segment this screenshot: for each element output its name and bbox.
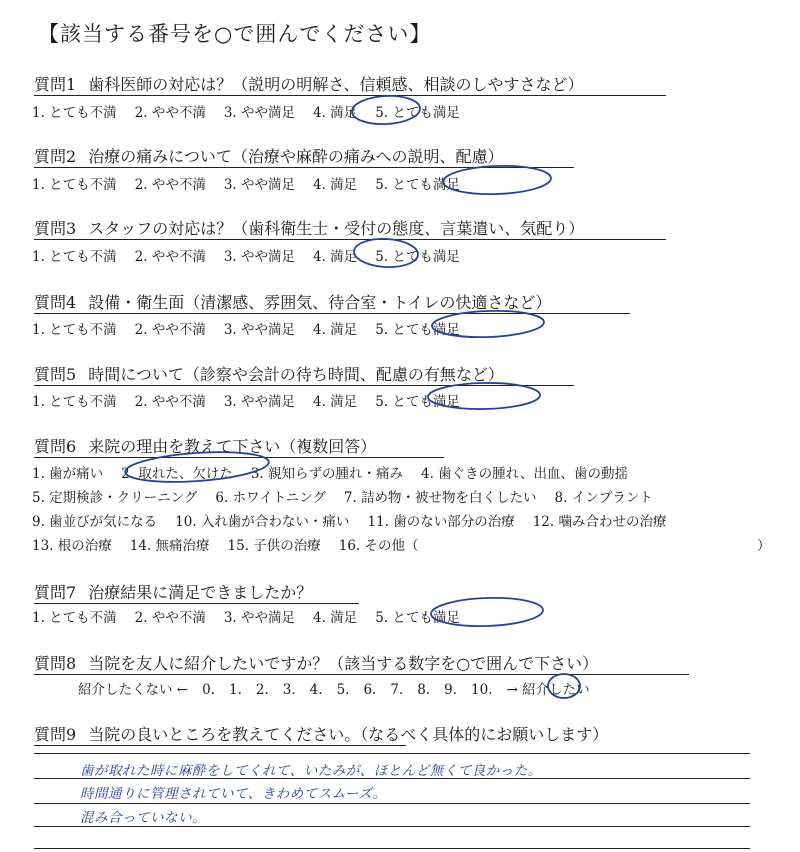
question-8-number: 質問8 [34,654,77,673]
question-7-text: 治療結果に満足できましたか？ [88,583,313,602]
scale-5[interactable]: 5. [336,682,350,698]
q4-option-1[interactable]: 1. とても不満 [32,322,117,338]
q6-option-5[interactable]: 5. 定期検診・クリーニング [32,490,198,506]
q5-option-5[interactable]: 5. とても満足 [375,394,460,410]
scale-left-label: 紹介したくない ← [78,682,189,698]
q1-option-2[interactable]: 2. やや不満 [134,105,206,121]
q5-circle-mark [428,382,540,410]
q1-circle-mark [351,94,420,126]
q6-option-13[interactable]: 13. 根の治療 [32,538,112,554]
question-4-number: 質問4 [34,293,77,312]
q2-option-5[interactable]: 5. とても満足 [375,177,460,193]
q1-option-3[interactable]: 3. やや満足 [223,105,296,121]
q5-option-1[interactable]: 1. とても不満 [32,394,117,410]
q7-option-2[interactable]: 2. やや不満 [134,610,206,626]
question-6-text: 来院の理由を教えて下さい（複数回答） [88,437,377,456]
question-5-text: 時間について（診察や会計の待ち時間、配慮の有無など） [88,365,504,384]
q4-circle-mark [432,309,545,339]
scale-7[interactable]: 7. [390,682,404,698]
q6-option-15[interactable]: 15. 子供の治療 [227,538,321,554]
q7-option-4[interactable]: 4. 満足 [313,610,358,626]
q5-option-4[interactable]: 4. 満足 [313,394,358,410]
q4-option-4[interactable]: 4. 満足 [313,322,358,338]
q6-other-close-paren: ） [757,538,771,554]
q4-option-2[interactable]: 2. やや不満 [134,322,206,338]
q6-option-12[interactable]: 12. 噛み合わせの治療 [532,514,667,530]
q4-option-5[interactable]: 5. とても満足 [375,322,460,338]
q3-option-1[interactable]: 1. とても不満 [32,249,117,265]
q7-circle-mark [431,596,544,628]
scale-6[interactable]: 6. [363,682,377,698]
handwritten-answer-2: 時間通りに管理されていて、きわめてスムーズ。 [80,786,387,802]
q2-option-3[interactable]: 3. やや満足 [223,177,296,193]
q6-option-14[interactable]: 14. 無痛治療 [129,538,210,554]
q6-option-1[interactable]: 1. 歯が痛い [32,466,104,482]
q6-option-11[interactable]: 11. 歯のない部分の治療 [367,514,515,530]
q5-option-2[interactable]: 2. やや不満 [134,394,206,410]
q3-option-3[interactable]: 3. やや満足 [223,249,296,265]
q7-option-1[interactable]: 1. とても不満 [32,610,117,626]
q6-option-8[interactable]: 8. インプラント [554,490,653,506]
q3-option-4[interactable]: 4. 満足 [313,249,358,265]
question-1-text: 歯科医師の対応は？（説明の明解さ、信頼感、相談のしやすさなど） [88,75,584,94]
scale-2[interactable]: 2. [255,682,269,698]
scale-3[interactable]: 3. [282,682,296,698]
question-8-text: 当院を友人に紹介したいですか？（該当する数字を○で囲んで下さい） [88,654,599,673]
q6-option-9[interactable]: 9. 歯並びが気になる [32,514,158,530]
question-3-text: スタッフの対応は？（歯科衛生士・受付の態度、言葉遣い、気配り） [88,219,585,238]
question-3-number: 質問3 [34,219,77,238]
handwritten-answer-3: 混み合っていない。 [80,810,206,826]
scale-1[interactable]: 1. [229,682,242,698]
q8-circle-mark [548,674,580,698]
q5-option-3[interactable]: 3. やや満足 [223,394,296,410]
question-2-number: 質問2 [34,147,77,166]
q3-circle-mark [353,237,418,268]
scale-0[interactable]: 0. [202,682,215,698]
question-4-text: 設備・衛生面（清潔感、雰囲気、待合室・トイレの快適さなど） [88,293,552,312]
q6-option-7[interactable]: 7. 詰め物・被せ物を白くしたい [343,490,537,506]
scale-8[interactable]: 8. [417,682,431,698]
q6-option-10[interactable]: 10. 入れ歯が合わない・痛い [175,514,350,530]
q6-option-3[interactable]: 3. 親知らずの腫れ・痛み [250,466,404,482]
question-5-number: 質問5 [34,365,77,384]
q6-circle-mark [124,448,270,486]
scale-right-label: → 紹介したい [506,682,590,698]
q1-option-5[interactable]: 5. とても満足 [375,105,460,121]
question-1-number: 質問1 [34,75,77,94]
q2-option-4[interactable]: 4. 満足 [313,177,358,193]
instruction-heading: 【該当する番号を○で囲んでください】 [38,22,432,46]
q1-option-1[interactable]: 1. とても不満 [32,105,117,121]
q6-option-6[interactable]: 6. ホワイトニング [215,490,326,506]
scale-9[interactable]: 9. [444,682,458,698]
q2-option-2[interactable]: 2. やや不満 [134,177,206,193]
question-9-number: 質問9 [34,725,77,744]
handwritten-answer-1: 歯が取れた時に麻酔をしてくれて、いたみが、ほとんど無くて良かった。 [80,763,542,779]
question-2-text: 治療の痛みについて（治療や麻酔の痛みへの説明、配慮） [88,147,504,166]
scale-4[interactable]: 4. [309,682,323,698]
q7-option-3[interactable]: 3. やや満足 [223,610,296,626]
q7-option-5[interactable]: 5. とても満足 [375,610,460,626]
question-7-number: 質問7 [34,583,77,602]
scale-10[interactable]: 10. [471,682,493,698]
q6-option-4[interactable]: 4. 歯ぐきの腫れ、出血、歯の動揺 [421,466,628,482]
q4-option-3[interactable]: 3. やや満足 [223,322,296,338]
q3-option-2[interactable]: 2. やや不満 [134,249,206,265]
q6-option-2[interactable]: 2. 取れた、欠けた [121,466,233,482]
q1-option-4[interactable]: 4. 満足 [313,105,358,121]
q6-option-16[interactable]: 16. その他（ [338,538,419,554]
q2-option-1[interactable]: 1. とても不満 [32,177,117,193]
question-6-number: 質問6 [34,437,77,456]
question-9-text: 当院の良いところを教えてください。（なるべく具体的にお願いします） [88,725,609,744]
q2-circle-mark [443,164,552,196]
q3-option-5[interactable]: 5. とても満足 [375,249,460,265]
